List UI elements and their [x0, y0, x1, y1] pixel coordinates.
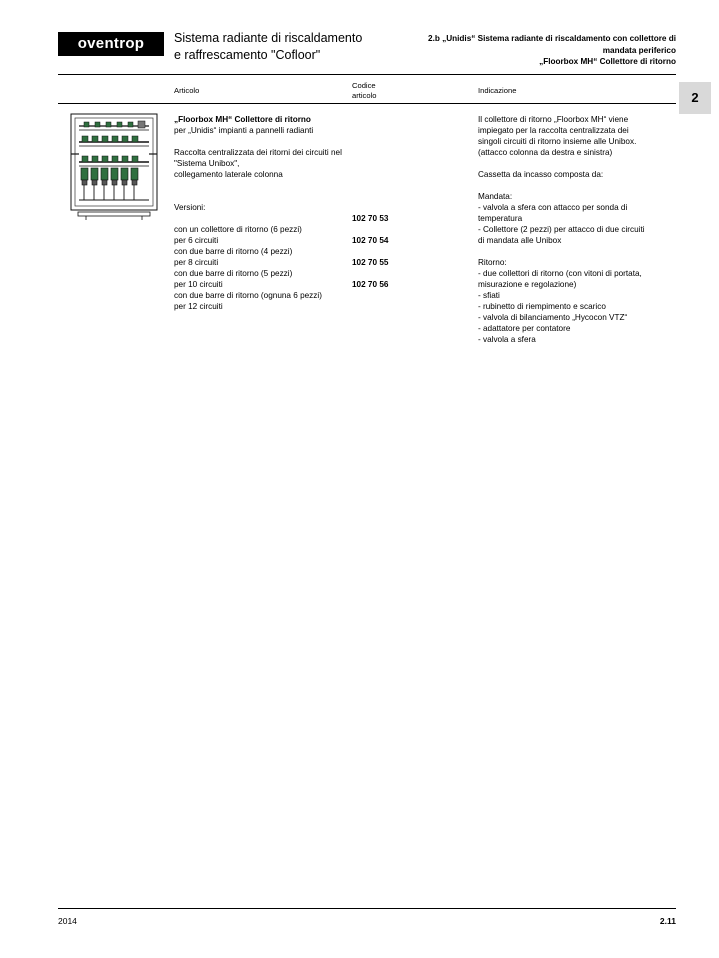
- version-row: [174, 290, 344, 312]
- spacer: [478, 180, 668, 191]
- mandata-item: di mandata alle Unibox: [478, 236, 562, 245]
- spacer: [478, 246, 668, 257]
- product-illustration: [68, 112, 160, 222]
- version-circuits: per 8 circuiti: [174, 258, 219, 267]
- ritorno-item: - due collettori di ritorno (con vitoni di portata,: [478, 269, 642, 278]
- ritorno-item: - rubinetto di riempimento e scarico: [478, 302, 606, 311]
- article-title: „Floorbox MH“ Collettore di ritorno: [174, 115, 311, 124]
- version-description: con due barre di ritorno (ognuna 6 pezzi): [174, 291, 322, 300]
- page-header: [58, 30, 676, 74]
- section-header-line1: 2.b „Unidis“ Sistema radiante di riscaldamento con collettore di: [428, 34, 676, 43]
- spacer: [352, 125, 432, 136]
- versions-label: Versioni:: [174, 203, 206, 212]
- article-description-line2: collegamento laterale colonna: [174, 170, 283, 179]
- indication-composition-label: Cassetta da incasso composta da:: [478, 170, 604, 179]
- version-circuits: per 10 circuiti: [174, 280, 223, 289]
- spacer: [352, 114, 432, 125]
- section-header-line2: mandata periferico: [602, 45, 676, 55]
- spacer: [352, 147, 432, 158]
- ritorno-item: - sfiati: [478, 291, 500, 300]
- spacer: [352, 224, 432, 235]
- version-circuits: per 6 circuiti: [174, 236, 219, 245]
- mandata-label: Mandata:: [478, 192, 513, 201]
- spacer: [174, 136, 344, 147]
- column-header-codice-line2: articolo: [352, 90, 377, 100]
- column-header-indicazione: Indicazione: [478, 86, 517, 95]
- footer-year: 2014: [58, 916, 77, 926]
- ritorno-item: misurazione e regolazione): [478, 280, 577, 289]
- spacer: [478, 158, 668, 169]
- indication-column: [478, 114, 668, 345]
- spacer: [174, 213, 344, 224]
- spacer: [352, 191, 432, 202]
- chapter-tab: 2: [679, 82, 711, 114]
- column-header-codice-line1: Codice: [352, 81, 376, 90]
- ritorno-item: - adattatore per contatore: [478, 324, 571, 333]
- article-code: 102 70 56: [352, 280, 389, 289]
- ritorno-item: - valvola di bilanciamento „Hycocon VTZ“: [478, 313, 628, 322]
- section-header-line3: „Floorbox MH“ Collettore di ritorno: [539, 57, 676, 66]
- footer-page-number: 2.11: [659, 916, 676, 926]
- mandata-item: temperatura: [478, 214, 523, 223]
- indication-paragraph-line: singoli circuiti di ritorno insieme alle Unibox.: [478, 137, 637, 146]
- ritorno-item: - valvola a sfera: [478, 335, 536, 344]
- spacer: [352, 180, 432, 191]
- version-circuits: per 12 circuiti: [174, 302, 223, 311]
- footer-divider: [58, 908, 676, 909]
- column-header-articolo: Articolo: [174, 86, 200, 95]
- spacer: [352, 246, 432, 257]
- version-row: [174, 224, 344, 246]
- version-description: con un collettore di ritorno (6 pezzi): [174, 225, 302, 234]
- document-title-line2: e raffrescamento "Cofloor": [174, 48, 321, 62]
- spacer: [352, 136, 432, 147]
- code-column: [352, 114, 432, 290]
- column-header-codice: [352, 81, 376, 100]
- version-row: [174, 246, 344, 268]
- oventrop-logo: oventrop: [58, 32, 164, 56]
- version-description: con due barre di ritorno (5 pezzi): [174, 269, 293, 278]
- spacer: [352, 158, 432, 169]
- indication-paragraph-line: impiegato per la raccolta centralizzata dei: [478, 126, 629, 135]
- spacer: [352, 268, 432, 279]
- column-header-divider: [58, 103, 676, 104]
- section-header: [376, 33, 676, 68]
- article-code: 102 70 54: [352, 236, 389, 245]
- spacer: [352, 169, 432, 180]
- article-description-line1: Raccolta centralizzata dei ritorni dei circuiti nel "Sistema Unibox",: [174, 148, 342, 168]
- article-column: [174, 114, 344, 312]
- document-title-line1: Sistema radiante di riscaldamento: [174, 31, 363, 45]
- spacer: [174, 180, 344, 191]
- article-subtitle: per „Unidis“ impianti a pannelli radianti: [174, 126, 314, 135]
- indication-paragraph-line: Il collettore di ritorno „Floorbox MH“ viene: [478, 115, 629, 124]
- document-title: [174, 30, 362, 64]
- indication-paragraph-line: (attacco colonna da destra e sinistra): [478, 148, 613, 157]
- spacer: [352, 202, 432, 213]
- version-row: [174, 268, 344, 290]
- mandata-item: - Collettore (2 pezzi) per attacco di due circuiti: [478, 225, 645, 234]
- version-description: con due barre di ritorno (4 pezzi): [174, 247, 293, 256]
- article-code: 102 70 55: [352, 258, 389, 267]
- spacer: [174, 191, 344, 202]
- ritorno-label: Ritorno:: [478, 258, 507, 267]
- mandata-item: - valvola a sfera con attacco per sonda di: [478, 203, 628, 212]
- article-code: 102 70 53: [352, 214, 389, 223]
- header-divider: [58, 74, 676, 75]
